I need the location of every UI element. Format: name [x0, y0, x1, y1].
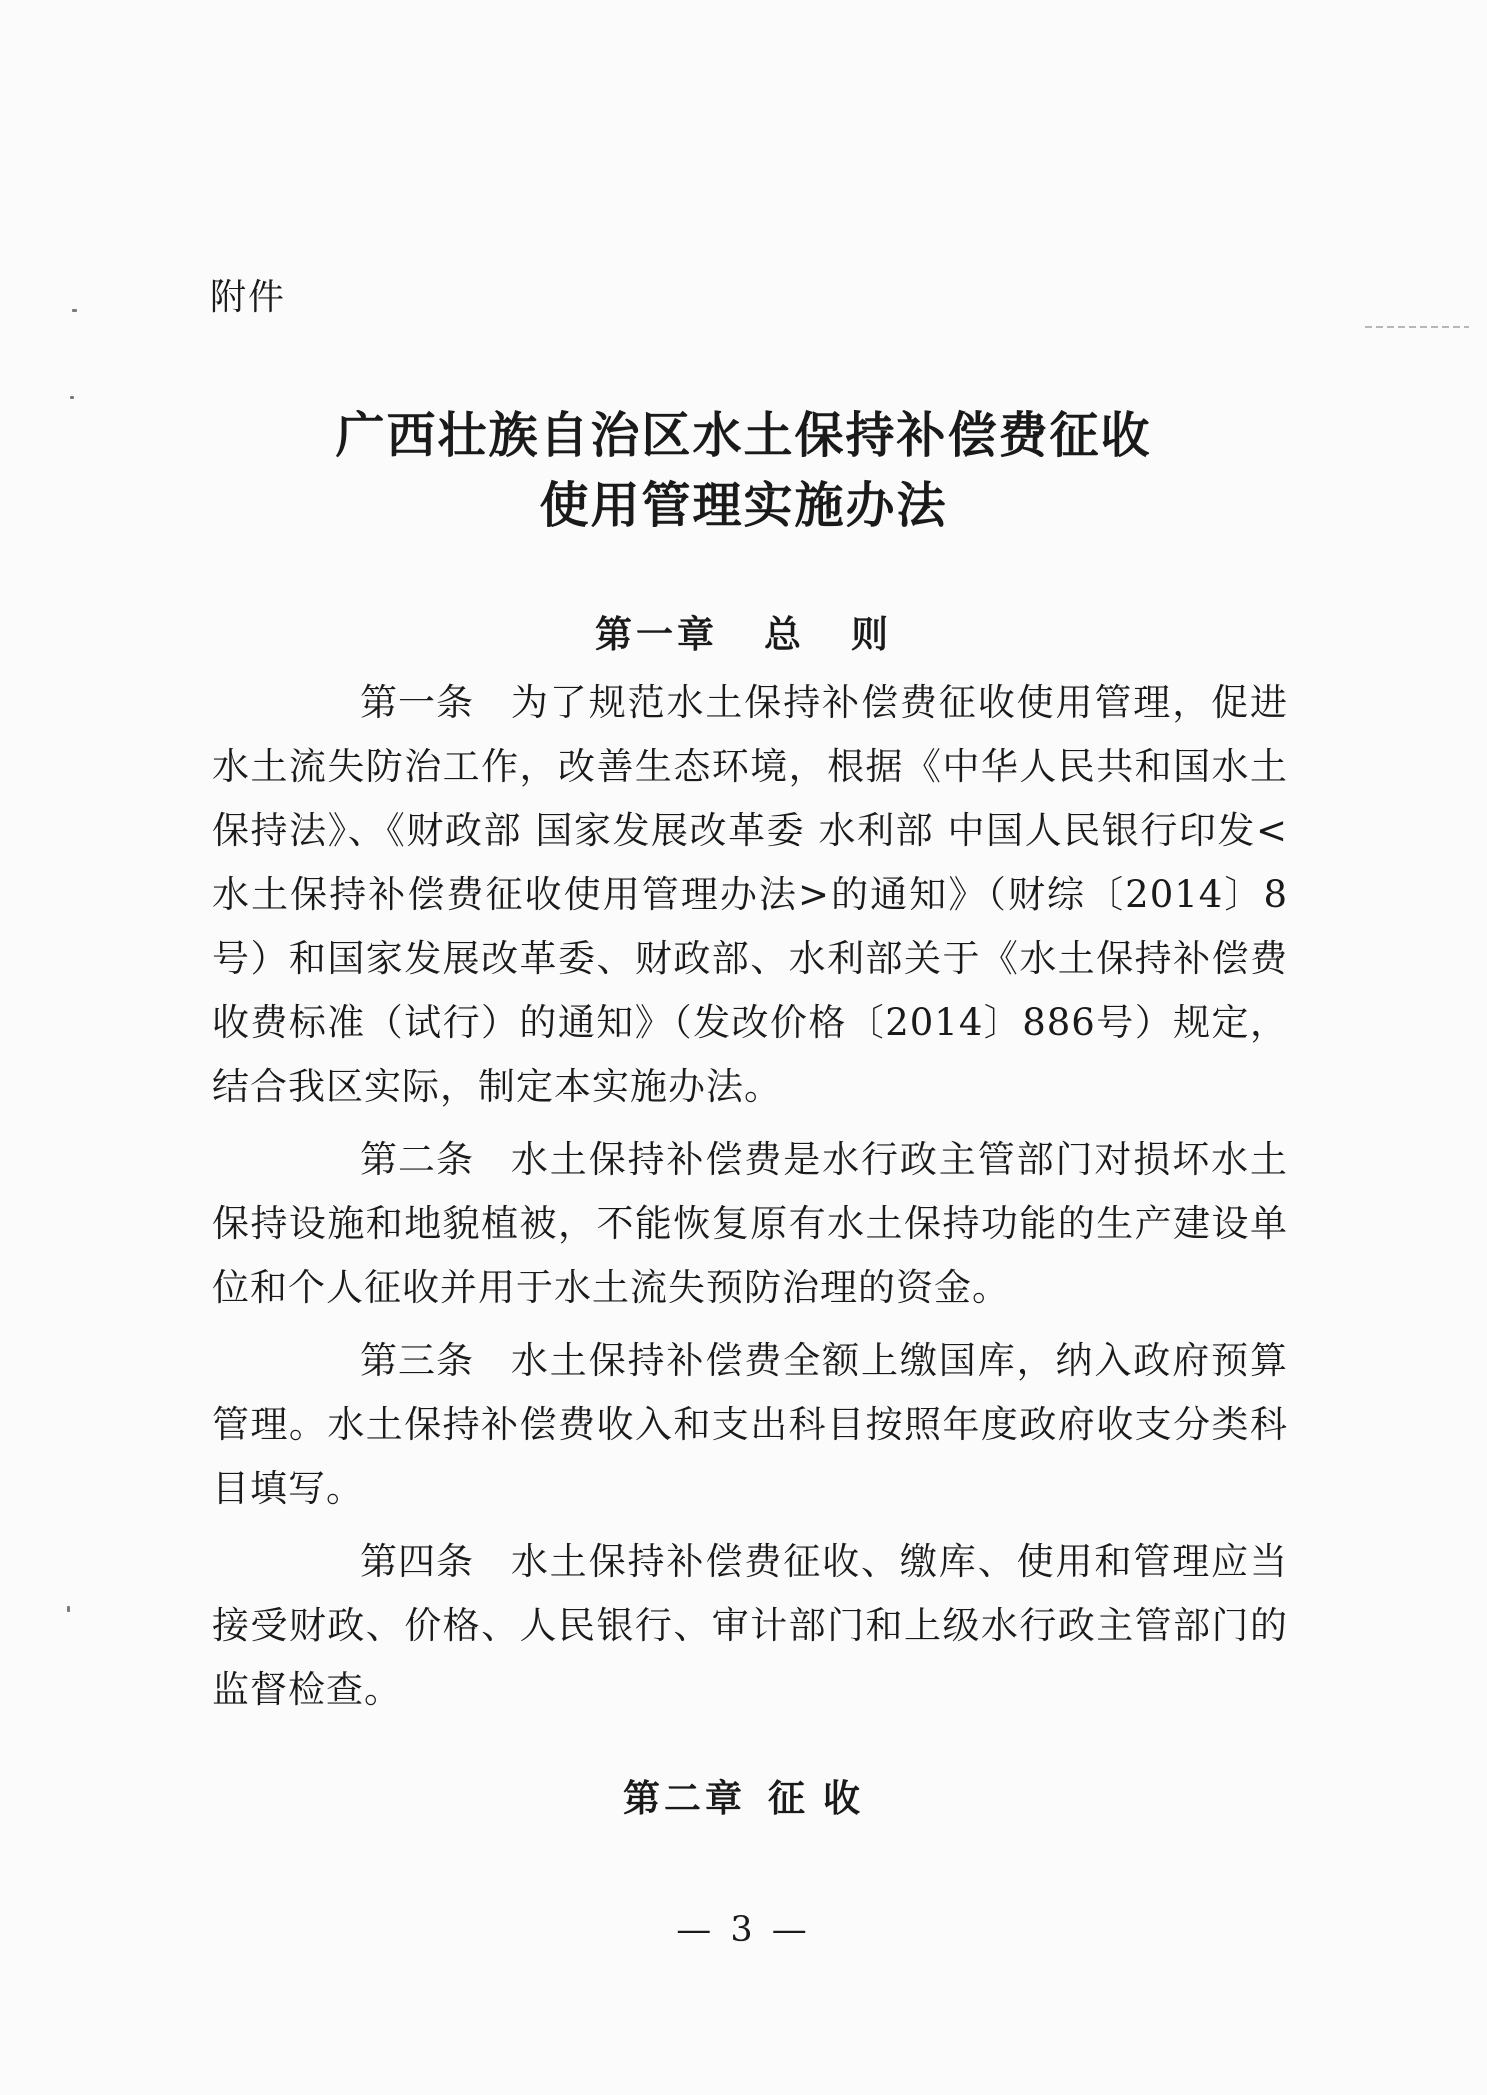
article-3-number: 第三条: [360, 1339, 474, 1382]
article-2: [212, 1128, 1288, 1320]
title-line-1: 广西壮族自治区水土保持补偿费征收: [335, 406, 1152, 464]
article-4-text: 水土保持补偿费征收、缴库、使用和管理应当接受财政、价格、人民银行、审计部门和上级水行政主管部门的监督检查。: [212, 1540, 1288, 1711]
scan-speck: [67, 1606, 70, 1612]
title-line-2: 使用管理实施办法: [539, 476, 948, 534]
article-3-text: 水土保持补偿费全额上缴国库，纳入政府预算管理。水土保持补偿费收入和支出科目按照年度政府收支分类科目填写。: [212, 1339, 1288, 1510]
page-number: — 3 —: [676, 1910, 811, 1950]
chapter-2-title-part1: 征: [768, 1776, 809, 1820]
article-3: [212, 1329, 1288, 1521]
article-2-text: 水土保持补偿费是水行政主管部门对损坏水土保持设施和地貌植被，不能恢复原有水土保持功能的生产建设单位和个人征收并用于水土流失预防治理的资金。: [212, 1138, 1288, 1309]
scan-edge-line: [1365, 326, 1469, 328]
chapter-1-number: 第一章: [595, 612, 718, 656]
chapter-2-number: 第二章: [623, 1776, 746, 1820]
document-title: [0, 400, 1487, 540]
article-1-number: 第一条: [360, 681, 474, 724]
scan-speck: [72, 309, 77, 312]
articles-body: [212, 671, 1288, 1731]
attachment-label: 附件: [210, 277, 287, 318]
article-1-text: 为了规范水土保持补偿费征收使用管理，促进水土流失防治工作，改善生态环境，根据《中华人民共和国水土保持法》、《财政部 国家发展改革委 水利部 中国人民银行印发<水土保持补偿费征收使用管理办法>的通知》（财综〔2014〕8号）和国家发展改革委、财政部、水利部关于《水土保持补偿费收费标准（试行）的通知》（发改价格〔2014〕886号）规定，结合我区实际，制定本实施办法。: [212, 681, 1288, 1108]
article-4: [212, 1530, 1288, 1722]
chapter-heading-1: [0, 606, 1487, 662]
article-2-number: 第二条: [360, 1138, 474, 1181]
chapter-1-title-part2: 则: [851, 612, 892, 656]
article-1: [212, 671, 1288, 1119]
chapter-1-title-part1: 总: [764, 612, 805, 656]
chapter-heading-2: [0, 1770, 1487, 1826]
article-4-number: 第四条: [360, 1540, 474, 1583]
chapter-2-title-part2: 收: [823, 1776, 864, 1820]
scan-speck: [70, 396, 74, 399]
